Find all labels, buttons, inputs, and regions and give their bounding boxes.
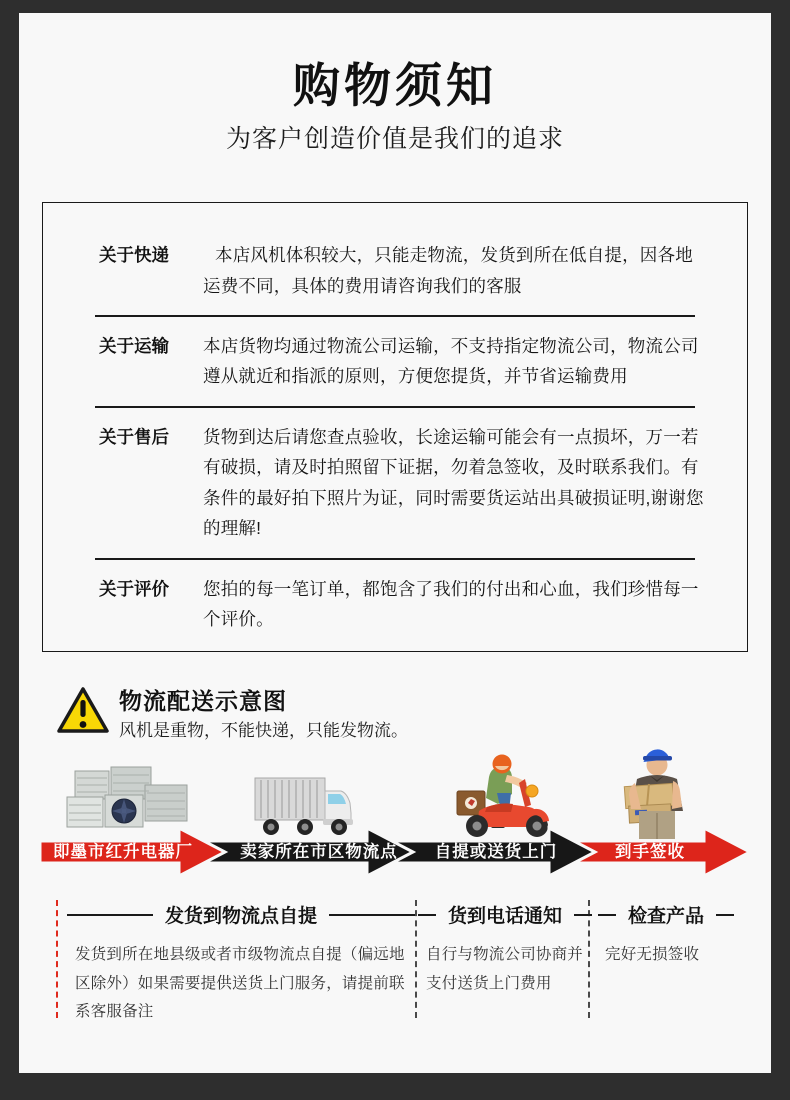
pickup-column-text: 完好无损签收 bbox=[605, 946, 700, 963]
header-dash bbox=[67, 914, 153, 916]
page-content bbox=[19, 13, 771, 1073]
factory-fans-image bbox=[65, 765, 193, 829]
dashed-divider bbox=[588, 900, 590, 1018]
notice-row-label: 关于快递 bbox=[99, 245, 169, 265]
pickup-column-header bbox=[75, 901, 407, 928]
notice-row-label: 关于评价 bbox=[99, 578, 169, 599]
notice-row-express bbox=[43, 227, 747, 314]
header-dash bbox=[716, 914, 734, 916]
step-label-logistics-point: 卖家所在市区物流点 bbox=[240, 843, 398, 861]
notice-row-text: 本店风机体积较大，只能走物流，发货到所在低自提，因各地运费不同，具体的费用请咨询我们的客服 bbox=[203, 245, 693, 296]
header-dash bbox=[574, 914, 592, 916]
header-dash bbox=[598, 914, 616, 916]
pickup-column-check-product bbox=[605, 901, 727, 970]
notice-row-text: 本店货物均通过物流公司运输，不支持指定物流公司，物流公司遵从就近和指派的原则，方便您提货，并节省运输费用 bbox=[203, 335, 699, 387]
notice-row-review bbox=[43, 561, 747, 648]
row-divider bbox=[95, 406, 695, 408]
pickup-column-text: 发货到所在地县级或者市级物流点自提（偏远地区除外）如果需要提供送货上门服务，请提前联系客服备注 bbox=[75, 946, 405, 1021]
notice-row-label: 关于运输 bbox=[99, 335, 169, 356]
notice-row-label: 关于售后 bbox=[99, 426, 169, 447]
pickup-column-phone-notice bbox=[426, 901, 584, 998]
notice-row-text: 货物到达后请您查点验收，长途运输可能会有一点损坏，万一若有破损，请及时拍照留下证据，勿着急签收，及时联系我们。有条件的最好拍下照片为证，同时需要货运站出具破损证明,谢谢您的理解! bbox=[203, 426, 704, 539]
step-label-pickup-or-delivery: 自提或送货上门 bbox=[434, 843, 558, 861]
red-dashed-divider bbox=[56, 900, 58, 1018]
step-label-factory: 即墨市红升电器厂 bbox=[53, 843, 193, 861]
logistics-subtitle: 风机是重物，不能快递，只能发物流。 bbox=[119, 721, 408, 740]
page-title: 购物须知 bbox=[293, 59, 497, 112]
dashed-divider bbox=[415, 900, 417, 1018]
pickup-column-title: 发货到物流点自提 bbox=[165, 906, 318, 927]
logistics-title: 物流配送示意图 bbox=[119, 688, 287, 714]
pickup-column-title: 检查产品 bbox=[628, 906, 705, 927]
row-divider bbox=[95, 558, 695, 560]
pickup-column-title: 货到电话通知 bbox=[448, 906, 563, 927]
notice-row-aftersale bbox=[43, 409, 747, 558]
header-dash bbox=[329, 914, 415, 916]
header-dash bbox=[418, 914, 436, 916]
notice-row-text: 您拍的每一笔订单，都饱含了我们的付出和心血，我们珍惜每一个评价。 bbox=[203, 578, 699, 630]
pickup-column-header bbox=[426, 901, 584, 928]
step-label-sign: 到手签收 bbox=[615, 843, 685, 861]
pickup-column-text: 自行与物流公司协商并支付送货上门费用 bbox=[426, 946, 584, 992]
page-subtitle: 为客户创造价值是我们的追求 bbox=[225, 125, 564, 153]
pickup-column-header bbox=[605, 901, 727, 928]
warning-icon bbox=[57, 681, 109, 739]
logistics-flow-arrows bbox=[40, 823, 750, 883]
pickup-column-self-pickup bbox=[75, 901, 407, 1027]
notice-row-transport bbox=[43, 318, 747, 405]
row-divider bbox=[95, 315, 695, 317]
notice-box bbox=[42, 202, 748, 652]
